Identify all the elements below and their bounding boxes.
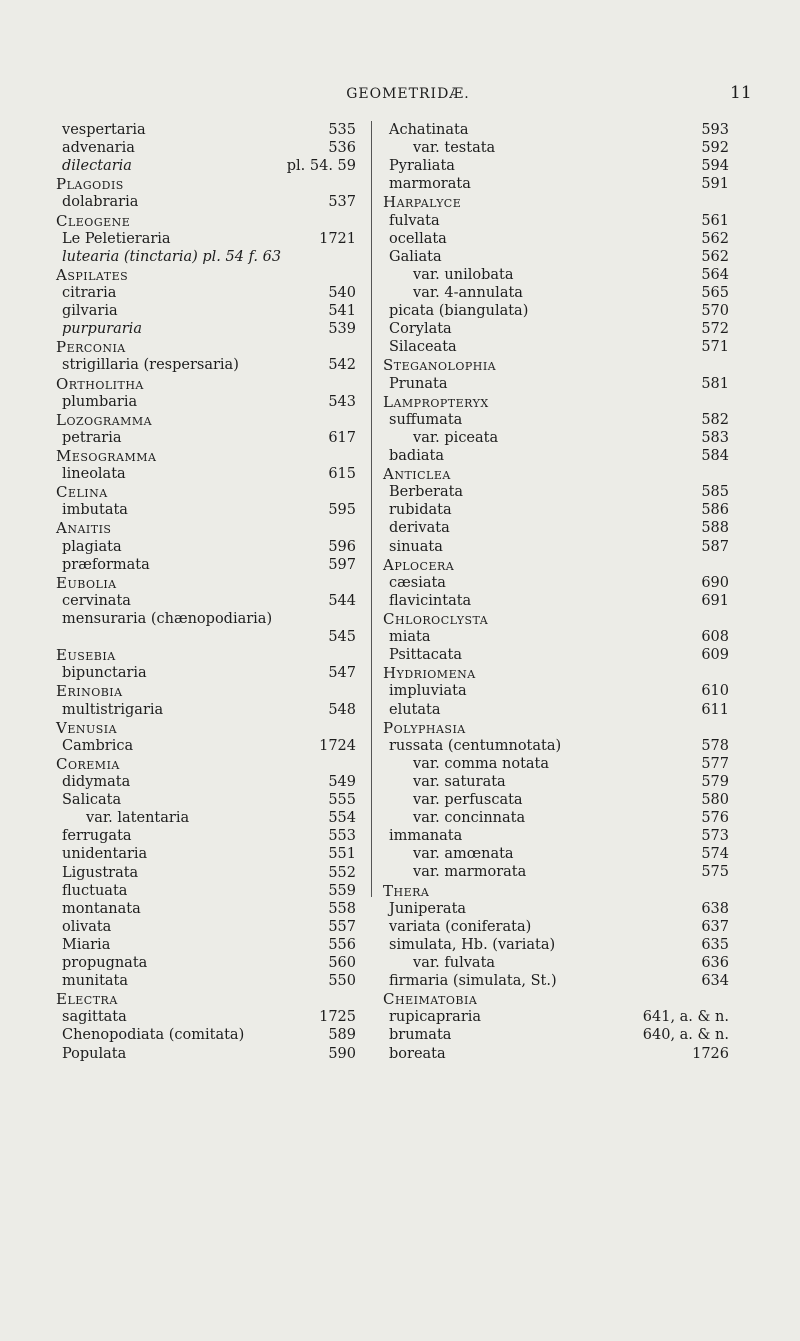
entry-reference: 690 [701,574,729,591]
species-entry [56,501,356,519]
variety-entry [383,791,729,809]
entry-name: elutata [389,701,441,718]
entry-name: dolabraria [62,194,139,211]
species-entry [56,230,356,248]
genus-heading [383,193,729,211]
species-entry [56,918,356,936]
entry-name: propugnata [62,955,148,972]
entry-name: flavicintata [389,592,472,609]
species-entry [56,845,356,863]
variety-entry [383,863,729,881]
entry-name: ocellata [389,230,447,247]
species-entry [383,1026,729,1044]
entry-reference: 1726 [692,1045,729,1062]
genus-heading [383,664,729,682]
entry-reference: 634 [701,973,729,990]
entry-name: cæsiata [389,574,446,591]
entry-name: Le Peletieraria [62,230,171,247]
entry-reference: 596 [328,538,356,555]
genus-heading [383,719,729,737]
entry-name: russata (centumnotata) [389,737,562,754]
left-index-column [56,121,356,1063]
genus-heading [383,393,729,411]
entry-reference: 537 [328,194,356,211]
species-entry [383,501,729,519]
species-entry [56,248,356,266]
entry-name: brumata [389,1027,452,1044]
species-entry [383,936,729,954]
species-entry [56,701,356,719]
genus-heading [56,266,356,284]
entry-reference: 615 [328,466,356,483]
entry-name: imbutata [62,502,128,519]
species-entry [56,302,356,320]
species-entry [383,538,729,556]
entry-name: advenaria [62,140,135,157]
entry-reference: 592 [701,140,729,157]
entry-name: præformata [62,556,150,573]
entry-name: ferrugata [62,828,132,845]
entry-reference: 589 [328,1027,356,1044]
entry-name: var. unilobata [413,266,514,283]
entry-name: Thera [383,881,430,900]
entry-name: unidentaria [62,846,148,863]
entry-name: plumbaria [62,393,138,410]
entry-name: Coremia [56,754,120,773]
entry-reference: 552 [328,864,356,881]
entry-reference: 594 [701,158,729,175]
entry-reference: 579 [701,773,729,790]
species-entry [383,682,729,700]
entry-reference: 586 [701,502,729,519]
species-entry [56,882,356,900]
genus-heading [56,375,356,393]
entry-name: cervinata [62,592,131,609]
entry-name: rupicapraria [389,1009,482,1026]
species-entry [56,193,356,211]
species-entry [383,574,729,592]
genus-heading [56,411,356,429]
entry-name: miata [389,629,431,646]
entry-reference: 557 [328,918,356,935]
entry-name: olivata [62,918,112,935]
entry-name: Anticlea [383,465,451,484]
variety-entry [383,755,729,773]
genus-heading [56,483,356,501]
species-entry [56,556,356,574]
entry-reference: 536 [328,140,356,157]
species-entry [56,157,356,175]
species-entry [383,447,729,465]
genus-heading [56,990,356,1008]
entry-name: bipunctaria [62,665,147,682]
entry-name: Eusebia [56,646,116,665]
entry-name: munitata [62,973,129,990]
entry-name: var. concinnata [413,810,526,827]
entry-name: Cambrica [62,737,134,754]
entry-reference: 1721 [319,230,356,247]
entry-reference: 608 [701,629,729,646]
entry-reference: 582 [701,411,729,428]
entry-name: Aspilates [56,265,129,284]
entry-name: rubidata [389,502,452,519]
species-entry [383,628,729,646]
variety-entry [383,429,729,447]
entry-name: mensuraria (chænopodiaria) [62,610,273,627]
entry-reference: 595 [328,502,356,519]
entry-name: marmorata [389,176,471,193]
entry-name: lutearia (tinctaria) pl. 54 f. 63 [62,248,282,265]
entry-reference: 570 [701,303,729,320]
species-entry [56,393,356,411]
entry-name: badiata [389,447,444,464]
entry-name: Celina [56,483,108,502]
entry-name: multistrigaria [62,701,164,718]
entry-name: immanata [389,828,463,845]
entry-name: Harpalyce [383,193,462,212]
entry-name: var. perfuscata [413,792,523,809]
species-entry [383,519,729,537]
entry-reference: 548 [328,701,356,718]
entry-reference: 641, a. & n. [642,1009,729,1026]
entry-reference: 590 [328,1045,356,1062]
right-index-column [383,121,729,1063]
entry-reference: 635 [701,936,729,953]
entry-reference: 610 [701,683,729,700]
species-entry [383,646,729,664]
genus-heading [383,610,729,628]
variety-entry [383,139,729,157]
running-title: GEOMETRIDÆ. [346,86,470,102]
variety-entry [383,954,729,972]
entry-name: var. fulvata [413,955,496,972]
entry-name: Anaitis [56,519,112,538]
entry-reference: 584 [701,447,729,464]
entry-name: sagittata [62,1009,127,1026]
genus-heading [56,338,356,356]
entry-reference: 535 [328,122,356,138]
entry-reference: 562 [701,230,729,247]
entry-reference: 640, a. & n. [642,1027,729,1044]
entry-reference: 565 [701,284,729,301]
entry-name: Populata [62,1045,127,1062]
entry-reference: 581 [701,375,729,392]
entry-reference: 545 [328,628,356,645]
entry-name: var. amœnata [413,846,514,863]
entry-name: Achatinata [389,122,469,138]
genus-heading [56,212,356,230]
entry-reference: 638 [701,900,729,917]
entry-name: Chenopodiata (comitata) [62,1027,245,1044]
entry-name: variata (coniferata) [389,918,532,935]
entry-name: montanata [62,900,141,917]
variety-entry [383,284,729,302]
entry-reference: 1725 [319,1009,356,1026]
entry-reference: 559 [328,882,356,899]
entry-name: simulata, Hb. (variata) [389,936,556,953]
entry-name: Venusia [56,718,118,737]
species-entry [56,791,356,809]
species-entry [56,1026,356,1044]
species-entry [56,139,356,157]
entry-name: Berberata [389,484,464,501]
species-entry [56,954,356,972]
entry-reference: 609 [701,647,729,664]
genus-heading [383,465,729,483]
entry-reference: 549 [328,773,356,790]
species-entry [383,375,729,393]
species-entry [383,175,729,193]
species-entry [56,610,356,646]
species-entry [383,338,729,356]
species-entry [56,827,356,845]
genus-heading [56,682,356,700]
entry-name: Plagodis [56,175,124,194]
genus-heading [56,719,356,737]
species-entry [56,429,356,447]
entry-reference: 540 [328,284,356,301]
entry-name: fulvata [389,212,440,229]
entry-name: impluviata [389,683,467,700]
page-header [0,83,800,110]
species-entry [383,411,729,429]
entry-name: Polyphasia [383,718,466,737]
species-entry [383,320,729,338]
entry-reference: 541 [328,303,356,320]
species-entry [56,538,356,556]
entry-reference: 587 [701,538,729,555]
species-entry [383,900,729,918]
entry-reference: 617 [328,429,356,446]
entry-name: Perconia [56,338,126,357]
genus-heading [56,519,356,537]
entry-name: var. piceata [413,429,499,446]
genus-heading [383,990,729,1008]
entry-name: var. comma notata [413,755,550,772]
entry-reference: 636 [701,955,729,972]
entry-reference: 573 [701,828,729,845]
genus-heading [383,882,729,900]
entry-reference: 611 [701,701,729,718]
entry-name: var. testata [413,140,496,157]
entry-reference: 571 [701,339,729,356]
entry-name: plagiata [62,538,122,555]
species-entry [383,737,729,755]
species-entry [383,212,729,230]
genus-heading [56,574,356,592]
entry-reference: 554 [328,810,356,827]
entry-reference: 637 [701,918,729,935]
entry-reference: 572 [701,321,729,338]
entry-reference: 575 [701,864,729,881]
entry-name: Erinobia [56,682,123,701]
entry-name: Cheimatobia [383,990,478,1009]
entry-reference: pl. 54. 59 [286,158,356,175]
entry-name: Galiata [389,248,442,265]
entry-name: Aplocera [383,555,455,574]
entry-name: Corylata [389,321,452,338]
entry-reference: 539 [328,321,356,338]
entry-name: vespertaria [62,122,146,138]
entry-reference: 593 [701,122,729,138]
genus-heading [56,447,356,465]
species-entry [383,827,729,845]
entry-name: var. marmorata [413,864,527,881]
entry-reference: 597 [328,556,356,573]
entry-name: var. saturata [413,773,506,790]
entry-reference: 543 [328,393,356,410]
entry-reference: 691 [701,592,729,609]
species-entry [383,121,729,139]
entry-name: Psittacata [389,647,462,664]
entry-name: picata (biangulata) [389,303,529,320]
variety-entry [383,773,729,791]
entry-name: Electra [56,990,118,1009]
entry-name: Ligustrata [62,864,139,881]
entry-name: purpuraria [62,321,142,338]
genus-heading [383,556,729,574]
entry-name: sinuata [389,538,443,555]
species-entry [56,1045,356,1063]
species-entry [56,320,356,338]
entry-name: boreata [389,1045,446,1062]
entry-reference: 1724 [319,737,356,754]
entry-reference: 577 [701,755,729,772]
entry-reference: 547 [328,665,356,682]
page-number: 11 [730,83,752,103]
entry-name: didymata [62,773,131,790]
entry-name: petraria [62,429,122,446]
species-entry [56,592,356,610]
entry-name: suffumata [389,411,463,428]
entry-reference: 555 [328,792,356,809]
entry-reference: 561 [701,212,729,229]
species-entry [56,465,356,483]
species-entry [383,592,729,610]
entry-name: Juniperata [389,900,467,917]
entry-name: Miaria [62,936,111,953]
variety-entry [383,809,729,827]
entry-reference: 576 [701,810,729,827]
variety-entry [56,809,356,827]
genus-heading [56,755,356,773]
entry-reference: 551 [328,846,356,863]
entry-name: firmaria (simulata, St.) [389,973,557,990]
species-entry [56,773,356,791]
entry-name: citraria [62,284,117,301]
entry-name: Prunata [389,375,448,392]
species-entry [383,918,729,936]
species-entry [56,664,356,682]
entry-reference: 591 [701,176,729,193]
entry-name: Cleogene [56,211,131,230]
species-entry [383,972,729,990]
species-entry [56,864,356,882]
entry-reference: 558 [328,900,356,917]
entry-reference: 585 [701,484,729,501]
genus-heading [383,356,729,374]
entry-reference: 544 [328,592,356,609]
entry-reference: 578 [701,737,729,754]
entry-name: Eubolia [56,573,117,592]
species-entry [56,356,356,374]
entry-name: strigillaria (respersaria) [62,357,239,374]
genus-heading [56,175,356,193]
entry-reference: 588 [701,520,729,537]
entry-name: Silaceata [389,339,457,356]
species-entry [383,248,729,266]
variety-entry [383,845,729,863]
entry-name: Hydriomena [383,664,476,683]
entry-name: Steganolophia [383,356,497,375]
entry-name: Mesogramma [56,446,157,465]
entry-reference: 574 [701,846,729,863]
entry-reference: 564 [701,266,729,283]
entry-name: derivata [389,520,450,537]
entry-reference: 583 [701,429,729,446]
genus-heading [56,646,356,664]
species-entry [56,900,356,918]
entry-name: Pyraliata [389,158,455,175]
column-divider [371,121,372,897]
species-entry [383,701,729,719]
entry-name: var. 4-annulata [413,284,523,301]
species-entry [383,302,729,320]
species-entry [383,1008,729,1026]
species-entry [56,284,356,302]
species-entry [56,1008,356,1026]
species-entry [383,483,729,501]
species-entry [383,157,729,175]
entry-name: Chloroclysta [383,609,489,628]
entry-reference: 580 [701,792,729,809]
entry-name: Ortholitha [56,374,144,393]
entry-name: dilectaria [62,158,132,175]
entry-reference: 542 [328,357,356,374]
entry-reference: 550 [328,973,356,990]
entry-name: gilvaria [62,303,118,320]
entry-reference: 556 [328,936,356,953]
entry-reference: 560 [328,955,356,972]
species-entry [383,230,729,248]
entry-name: Salicata [62,792,122,809]
species-entry [56,121,356,139]
variety-entry [383,266,729,284]
entry-reference: 562 [701,248,729,265]
entry-reference: 553 [328,828,356,845]
entry-name: lineolata [62,466,126,483]
species-entry [56,737,356,755]
entry-name: var. latentaria [86,810,190,827]
entry-name: Lampropteryx [383,392,489,411]
species-entry [383,1045,729,1063]
entry-name: fluctuata [62,882,128,899]
entry-name: Lozogramma [56,410,153,429]
species-entry [56,936,356,954]
species-entry [56,972,356,990]
